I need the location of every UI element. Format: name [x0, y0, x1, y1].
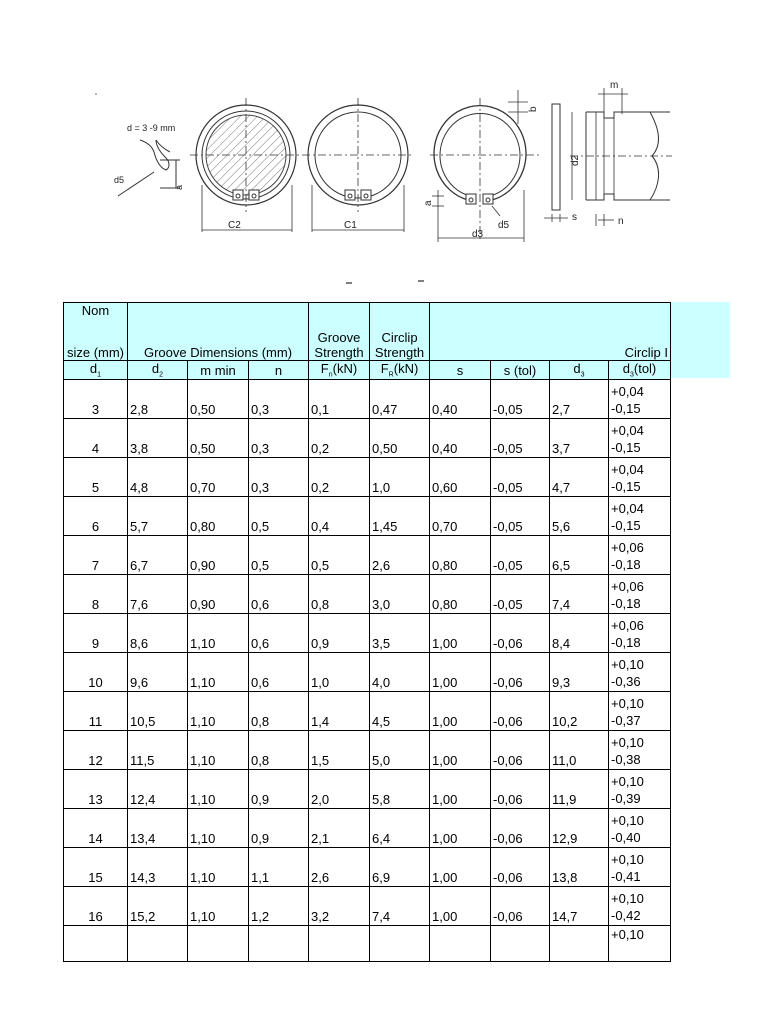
label-d2: d2 — [570, 154, 581, 166]
cell-d2 — [128, 926, 188, 962]
cell-s: 1,00 — [430, 809, 491, 848]
cell-d3-tolerance — [609, 809, 671, 848]
cell-d3: 7,4 — [550, 575, 609, 614]
cell-s-tol — [491, 926, 550, 962]
tolerance-plus: +0,06 — [611, 618, 644, 633]
cell-d3: 3,7 — [550, 419, 609, 458]
cell-groove-strength: 2,0 — [309, 770, 370, 809]
cell-d2: 8,6 — [128, 614, 188, 653]
cell-d3: 4,7 — [550, 458, 609, 497]
cell-groove-strength: 1,4 — [309, 692, 370, 731]
cell-d3-tolerance — [609, 614, 671, 653]
circlip-technical-drawing — [0, 0, 768, 300]
subheader-d3-tol: $d_3(tol)$ — [609, 361, 671, 380]
tolerance-minus: -0,15 — [611, 479, 641, 494]
cell-circlip-strength: 3,0 — [370, 575, 430, 614]
ring-c2 — [190, 98, 302, 232]
cell-s-tol: -0,05 — [491, 419, 550, 458]
cell-nom-size: 7 — [64, 536, 128, 575]
cell-d2: 12,4 — [128, 770, 188, 809]
cell-s: 1,00 — [430, 887, 491, 926]
cell-d2: 14,3 — [128, 848, 188, 887]
cell-groove-strength: 2,6 — [309, 848, 370, 887]
cell-m-min: 1,10 — [188, 653, 249, 692]
cell-s: 0,40 — [430, 419, 491, 458]
cell-circlip-strength: 0,50 — [370, 419, 430, 458]
cell-n: 0,5 — [249, 536, 309, 575]
cell-nom-size: 16 — [64, 887, 128, 926]
cell-d3: 9,3 — [550, 653, 609, 692]
header-circlip-dimensions: Circlip I — [430, 303, 671, 361]
label-d5-left: d5 — [114, 175, 125, 185]
cell-d3: 5,6 — [550, 497, 609, 536]
label-c2: C2 — [228, 220, 241, 231]
tolerance-minus: -0,18 — [611, 635, 641, 650]
table-row — [64, 497, 671, 536]
cell-d3-tolerance — [609, 848, 671, 887]
cell-n: 0,8 — [249, 731, 309, 770]
cell-s — [430, 926, 491, 962]
cell-m-min: 1,10 — [188, 887, 249, 926]
cell-circlip-strength: 6,4 — [370, 809, 430, 848]
cell-n: 0,3 — [249, 419, 309, 458]
cell-s: 1,00 — [430, 848, 491, 887]
tolerance-minus: -0,15 — [611, 518, 641, 533]
tolerance-plus: +0,10 — [611, 852, 644, 867]
cell-circlip-strength: 6,9 — [370, 848, 430, 887]
cell-d3-tolerance — [609, 419, 671, 458]
cell-m-min: 1,10 — [188, 770, 249, 809]
tolerance-plus: +0,04 — [611, 384, 644, 399]
cell-d3-tolerance — [609, 458, 671, 497]
table-row — [64, 575, 671, 614]
cell-d2: 7,6 — [128, 575, 188, 614]
cell-d2: 6,7 — [128, 536, 188, 575]
cell-s: 1,00 — [430, 614, 491, 653]
subheader-d2: $d_2$ — [128, 361, 188, 380]
table-row — [64, 848, 671, 887]
cell-s-tol: -0,06 — [491, 848, 550, 887]
ring-d3 — [430, 90, 540, 242]
cell-circlip-strength: 4,0 — [370, 653, 430, 692]
header-groove-strength: Groove Strength — [309, 303, 370, 361]
cell-n: 0,8 — [249, 692, 309, 731]
table-row — [64, 770, 671, 809]
cell-nom-size — [64, 926, 128, 962]
cell-circlip-strength: 1,45 — [370, 497, 430, 536]
cell-s-tol: -0,05 — [491, 380, 550, 419]
cell-s-tol: -0,05 — [491, 536, 550, 575]
cell-groove-strength: 1,5 — [309, 731, 370, 770]
cell-d2: 4,8 — [128, 458, 188, 497]
cell-m-min: 0,90 — [188, 575, 249, 614]
cell-s-tol: -0,06 — [491, 809, 550, 848]
cell-s: 1,00 — [430, 731, 491, 770]
table-row — [64, 692, 671, 731]
tolerance-minus — [611, 943, 668, 960]
subheader-fn: $F_n(kN)$ — [309, 361, 370, 380]
cell-groove-strength: 3,2 — [309, 887, 370, 926]
table-row — [64, 419, 671, 458]
cell-groove-strength: 0,8 — [309, 575, 370, 614]
tolerance-plus: +0,10 — [611, 891, 644, 906]
table-row — [64, 380, 671, 419]
cell-s-tol: -0,06 — [491, 770, 550, 809]
header-circlip-strength: Circlip Strength — [370, 303, 430, 361]
tolerance-minus: -0,41 — [611, 869, 641, 884]
cell-d3-tolerance — [609, 887, 671, 926]
header-row — [64, 303, 671, 361]
cell-s-tol: -0,05 — [491, 497, 550, 536]
cell-n: 1,1 — [249, 848, 309, 887]
cell-circlip-strength: 0,47 — [370, 380, 430, 419]
subheader-s-tol: s (tol) — [491, 361, 550, 380]
cell-m-min: 1,10 — [188, 809, 249, 848]
cell-s: 1,00 — [430, 692, 491, 731]
header-groove-dimensions: Groove Dimensions (mm) — [128, 303, 309, 361]
subheader-d1: $d_1$ — [64, 361, 128, 380]
cell-groove-strength: 0,2 — [309, 458, 370, 497]
tolerance-plus: +0,10 — [611, 774, 644, 789]
cell-nom-size: 6 — [64, 497, 128, 536]
cell-d3-tolerance — [609, 692, 671, 731]
cell-groove-strength: 0,2 — [309, 419, 370, 458]
cell-d3 — [550, 926, 609, 962]
cell-groove-strength: 2,1 — [309, 809, 370, 848]
cell-s-tol: -0,05 — [491, 575, 550, 614]
cell-circlip-strength: 4,5 — [370, 692, 430, 731]
tolerance-plus: +0,10 — [611, 657, 644, 672]
cell-n: 1,2 — [249, 887, 309, 926]
circlip-dimensions-table — [63, 302, 671, 962]
cross-section-detail — [118, 140, 180, 196]
cell-n: 0,6 — [249, 575, 309, 614]
tolerance-plus: +0,04 — [611, 501, 644, 516]
cell-groove-strength: 0,1 — [309, 380, 370, 419]
shaft-groove-view — [570, 88, 672, 226]
cell-d3: 12,9 — [550, 809, 609, 848]
cell-s-tol: -0,06 — [491, 731, 550, 770]
cell-s: 0,70 — [430, 497, 491, 536]
cell-s: 0,60 — [430, 458, 491, 497]
cell-d2: 2,8 — [128, 380, 188, 419]
label-n: n — [618, 216, 624, 227]
cell-s-tol: -0,06 — [491, 887, 550, 926]
cell-circlip-strength: 5,8 — [370, 770, 430, 809]
cell-m-min — [188, 926, 249, 962]
tolerance-plus: +0,10 — [611, 735, 644, 750]
cell-d3-tolerance — [609, 575, 671, 614]
tolerance-plus: +0,06 — [611, 540, 644, 555]
cell-nom-size: 14 — [64, 809, 128, 848]
cell-nom-size: 12 — [64, 731, 128, 770]
cell-d3: 13,8 — [550, 848, 609, 887]
cell-s: 1,00 — [430, 770, 491, 809]
tolerance-plus: +0,06 — [611, 579, 644, 594]
cell-n: 0,9 — [249, 809, 309, 848]
label-b: b — [528, 106, 539, 112]
cell-d3-tolerance — [609, 770, 671, 809]
label-d-range: d = 3 -9 mm — [127, 123, 176, 133]
cell-d2: 10,5 — [128, 692, 188, 731]
cell-groove-strength: 0,4 — [309, 497, 370, 536]
ring-c1 — [302, 98, 414, 232]
cell-circlip-strength: 7,4 — [370, 887, 430, 926]
cell-d3: 11,9 — [550, 770, 609, 809]
cell-d3-tolerance — [609, 653, 671, 692]
label-a-right: a — [423, 200, 434, 206]
tolerance-plus: +0,10 — [611, 927, 644, 942]
cell-groove-strength: 1,0 — [309, 653, 370, 692]
cell-nom-size: 15 — [64, 848, 128, 887]
cell-d3-tolerance — [609, 380, 671, 419]
table-row — [64, 614, 671, 653]
cell-m-min: 1,10 — [188, 731, 249, 770]
cell-groove-strength: 0,9 — [309, 614, 370, 653]
side-view — [544, 104, 572, 222]
tolerance-plus: +0,10 — [611, 813, 644, 828]
cell-d3: 14,7 — [550, 887, 609, 926]
cell-groove-strength — [309, 926, 370, 962]
subheader-row — [64, 361, 671, 380]
subheader-s: s — [430, 361, 491, 380]
tolerance-minus: -0,18 — [611, 557, 641, 572]
header-nom-size: Nom size (mm) — [64, 303, 128, 361]
cell-d2: 13,4 — [128, 809, 188, 848]
tolerance-minus: -0,36 — [611, 674, 641, 689]
cell-d3-tolerance — [609, 731, 671, 770]
cell-nom-size: 10 — [64, 653, 128, 692]
cell-m-min: 0,50 — [188, 419, 249, 458]
label-m: m — [610, 80, 619, 91]
subheader-n: n — [249, 361, 309, 380]
tolerance-minus: -0,18 — [611, 596, 641, 611]
cell-d2: 5,7 — [128, 497, 188, 536]
subheader-fr: $F_R(kN)$ — [370, 361, 430, 380]
tolerance-minus: -0,15 — [611, 401, 641, 416]
cell-n: 0,6 — [249, 653, 309, 692]
label-a-left: a — [174, 184, 184, 190]
table-row — [64, 731, 671, 770]
table-row — [64, 887, 671, 926]
cell-m-min: 0,90 — [188, 536, 249, 575]
cell-m-min: 0,70 — [188, 458, 249, 497]
cell-s: 1,00 — [430, 653, 491, 692]
cell-nom-size: 11 — [64, 692, 128, 731]
cell-nom-size: 5 — [64, 458, 128, 497]
cell-n: 0,3 — [249, 380, 309, 419]
cell-d3: 8,4 — [550, 614, 609, 653]
cell-n: 0,3 — [249, 458, 309, 497]
tolerance-minus: -0,40 — [611, 830, 641, 845]
table-row — [64, 458, 671, 497]
cell-m-min: 1,10 — [188, 614, 249, 653]
cell-s-tol: -0,05 — [491, 458, 550, 497]
cell-circlip-strength: 5,0 — [370, 731, 430, 770]
cell-d2: 11,5 — [128, 731, 188, 770]
cell-n — [249, 926, 309, 962]
tolerance-plus: +0,04 — [611, 462, 644, 477]
cell-d3-tolerance — [609, 497, 671, 536]
cell-nom-size: 4 — [64, 419, 128, 458]
cell-n: 0,5 — [249, 497, 309, 536]
cell-m-min: 0,80 — [188, 497, 249, 536]
tolerance-minus: -0,37 — [611, 713, 641, 728]
cell-groove-strength: 0,5 — [309, 536, 370, 575]
table-row — [64, 536, 671, 575]
cell-nom-size: 13 — [64, 770, 128, 809]
label-c1: C1 — [344, 220, 357, 231]
cell-s: 0,80 — [430, 536, 491, 575]
tolerance-minus: -0,38 — [611, 752, 641, 767]
cell-d3: 6,5 — [550, 536, 609, 575]
table-row — [64, 809, 671, 848]
subheader-m-min: m min — [188, 361, 249, 380]
cell-nom-size: 8 — [64, 575, 128, 614]
cell-circlip-strength: 1,0 — [370, 458, 430, 497]
cell-s-tol: -0,06 — [491, 692, 550, 731]
cell-circlip-strength — [370, 926, 430, 962]
label-s: s — [572, 212, 577, 223]
cell-nom-size: 9 — [64, 614, 128, 653]
label-d5-right: d5 — [498, 220, 510, 231]
label-d3: d3 — [472, 229, 484, 240]
tolerance-plus: +0,04 — [611, 423, 644, 438]
cell-s-tol: -0,06 — [491, 653, 550, 692]
cell-d2: 3,8 — [128, 419, 188, 458]
cell-d3: 11,0 — [550, 731, 609, 770]
table-row — [64, 653, 671, 692]
cell-s: 0,80 — [430, 575, 491, 614]
cell-m-min: 1,10 — [188, 692, 249, 731]
cell-s: 0,40 — [430, 380, 491, 419]
cell-circlip-strength: 2,6 — [370, 536, 430, 575]
cell-circlip-strength: 3,5 — [370, 614, 430, 653]
tolerance-minus: -0,42 — [611, 908, 641, 923]
tolerance-minus: -0,15 — [611, 440, 641, 455]
cell-d2: 9,6 — [128, 653, 188, 692]
table-row — [64, 926, 671, 962]
cell-m-min: 1,10 — [188, 848, 249, 887]
tolerance-minus: -0,39 — [611, 791, 641, 806]
cell-n: 0,9 — [249, 770, 309, 809]
cell-n: 0,6 — [249, 614, 309, 653]
cell-nom-size: 3 — [64, 380, 128, 419]
cell-d3-tolerance — [609, 536, 671, 575]
tolerance-plus: +0,10 — [611, 696, 644, 711]
cell-d3: 10,2 — [550, 692, 609, 731]
cell-d2: 15,2 — [128, 887, 188, 926]
subheader-d3: $d_3$ — [550, 361, 609, 380]
cell-d3-tolerance — [609, 926, 671, 962]
cell-d3: 2,7 — [550, 380, 609, 419]
cell-m-min: 0,50 — [188, 380, 249, 419]
cell-s-tol: -0,06 — [491, 614, 550, 653]
